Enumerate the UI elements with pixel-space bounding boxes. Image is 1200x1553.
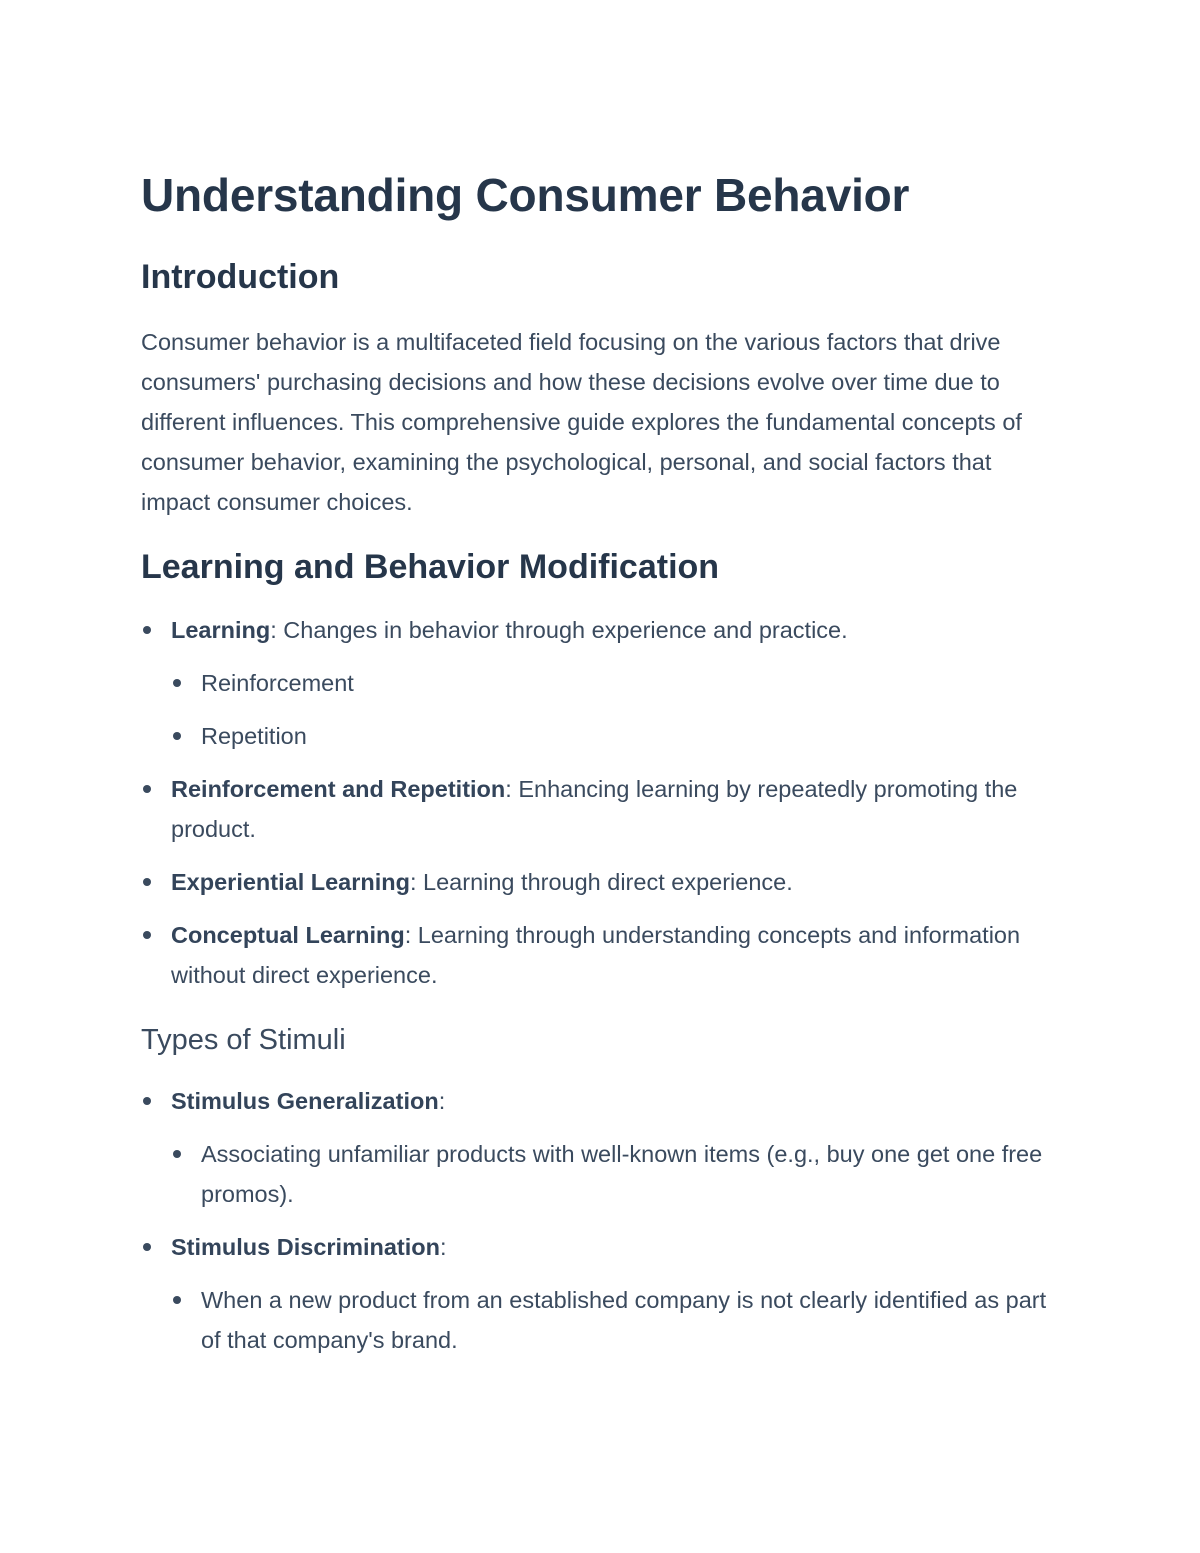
list-item-text: : <box>438 1088 446 1114</box>
sub-list-item: Reinforcement <box>171 663 1050 703</box>
introduction-paragraph: Consumer behavior is a multifaceted field focusing on the various factors that drive consumers' purchasing decisions and how these decisions evolve over time due to different influences. This comprehensive guide explores the fundamental concepts of consumer behavior, examining the psychological, personal, and social factors that impact consumer choices. <box>141 329 1022 515</box>
discrimination-sublist <box>171 1280 1050 1360</box>
sub-list-item: Repetition <box>171 716 1050 756</box>
list-item-term: Reinforcement and Repetition <box>171 776 506 802</box>
list-item-reinforcement <box>141 769 1050 849</box>
generalization-sublist <box>171 1134 1050 1214</box>
list-item-experiential <box>141 862 1050 902</box>
learning-list <box>141 610 1050 995</box>
document-title: Understanding Consumer Behavior <box>141 169 910 221</box>
introduction-heading: Introduction <box>141 258 340 296</box>
list-item-learning <box>141 610 1050 756</box>
stimuli-list <box>141 1081 1050 1360</box>
learning-heading: Learning and Behavior Modification <box>141 548 720 586</box>
list-item-conceptual <box>141 915 1050 995</box>
sub-list-item: Associating unfamiliar products with well-known items (e.g., buy one get one free promos). <box>171 1134 1050 1214</box>
list-item-text: : Enhancing learning by repeatedly promoting the product. <box>171 776 1018 842</box>
list-item-text: : Changes in behavior through experience and practice. <box>270 617 848 643</box>
learning-sublist <box>171 663 1050 756</box>
list-item-term: Experiential Learning <box>171 869 410 895</box>
list-item-text: : Learning through understanding concepts and information without direct experience. <box>171 922 1021 988</box>
list-item-term: Stimulus Generalization <box>171 1088 439 1114</box>
list-item-text: : Learning through direct experience. <box>409 869 793 895</box>
list-item-term: Conceptual Learning <box>171 922 405 948</box>
list-item-text: : <box>440 1234 447 1260</box>
stimuli-heading: Types of Stimuli <box>141 1024 346 1056</box>
list-item-term: Stimulus Discrimination <box>171 1234 440 1260</box>
sub-list-item: When a new product from an established company is not clearly identified as part of that company's brand. <box>171 1280 1050 1360</box>
list-item-term: Learning <box>171 617 271 643</box>
list-item-discrimination <box>141 1227 1050 1360</box>
list-item-generalization <box>141 1081 1050 1214</box>
